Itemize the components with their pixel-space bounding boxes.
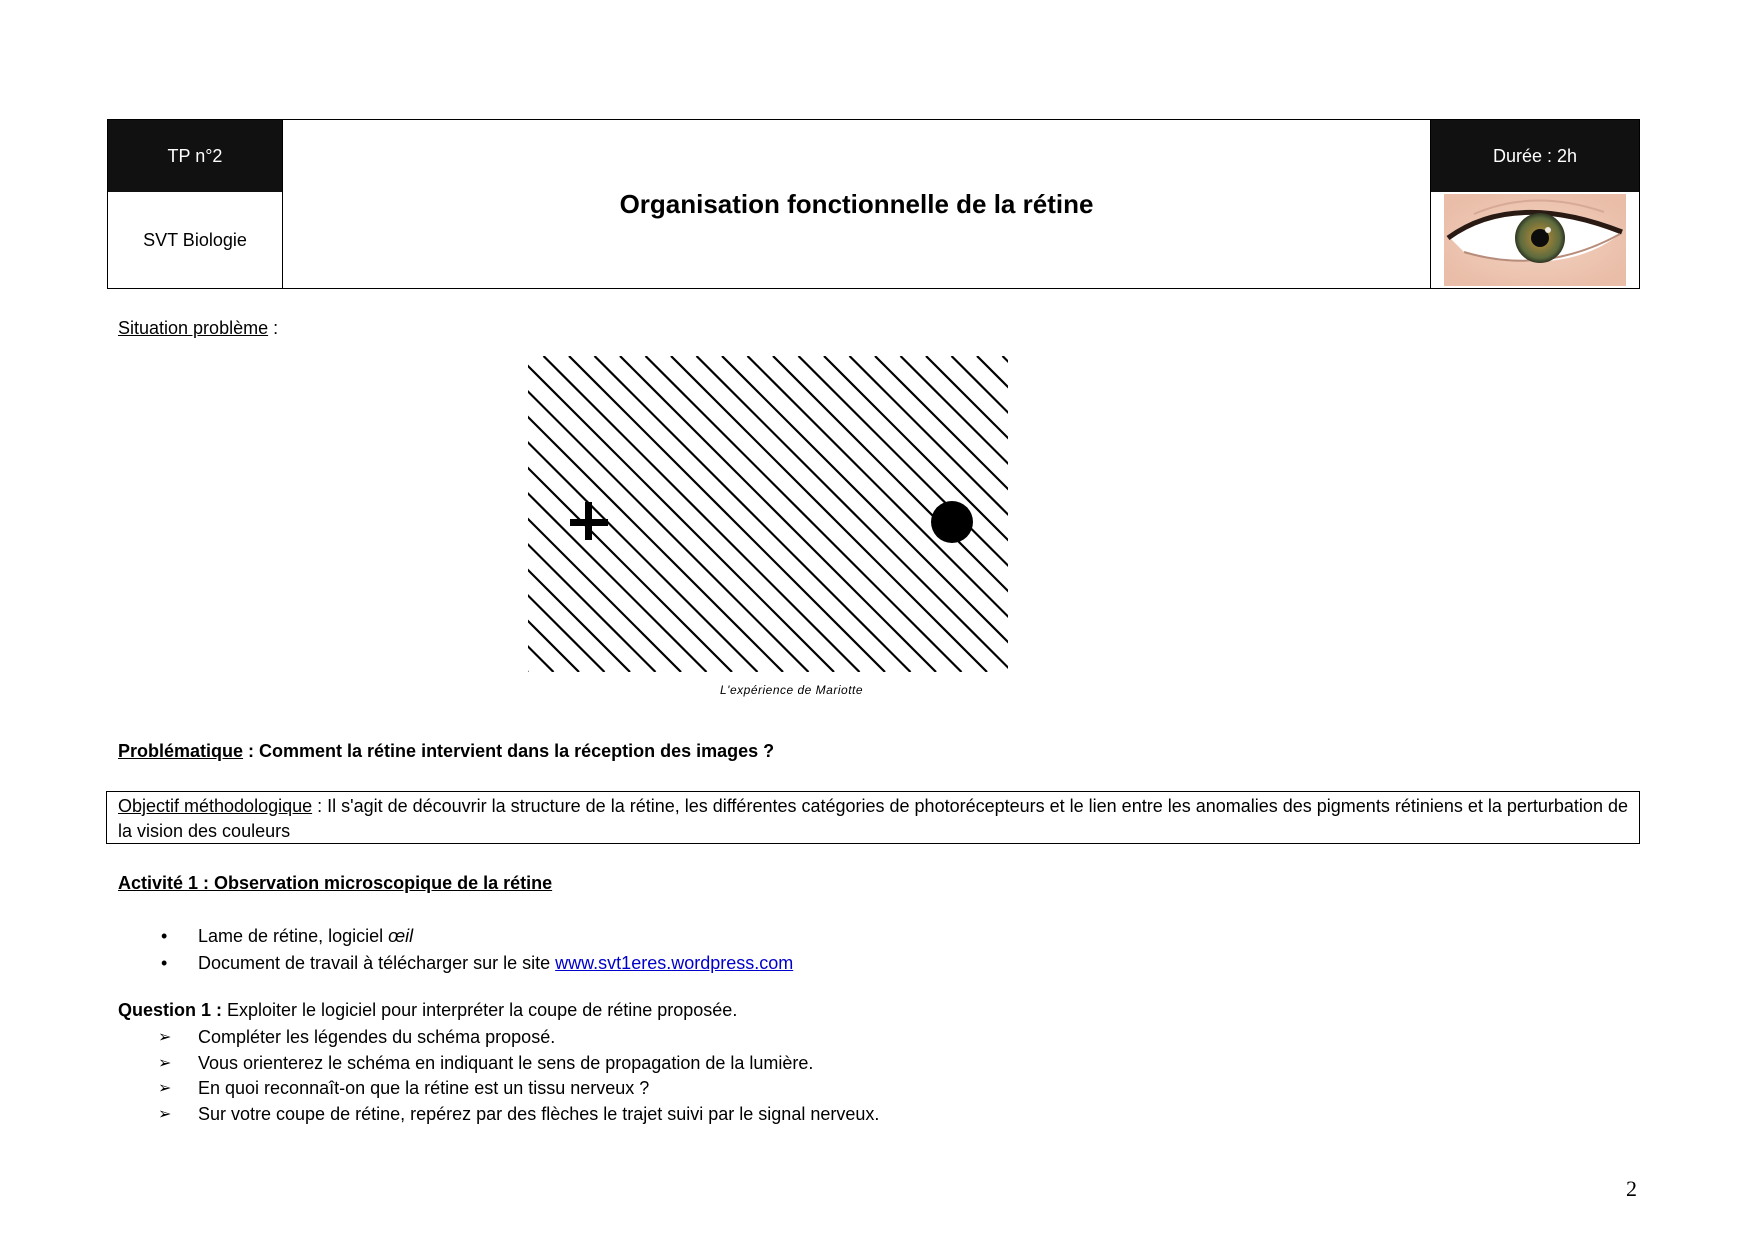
list-item	[110, 1076, 879, 1102]
question1	[118, 999, 737, 1021]
list-item	[110, 1102, 879, 1128]
duration-label: Durée : 2h	[1431, 120, 1639, 192]
eye-icon	[1444, 194, 1626, 286]
website-link[interactable]: www.svt1eres.wordpress.com	[555, 953, 794, 973]
hatch-line	[620, 356, 936, 672]
list-item	[110, 1025, 879, 1051]
item-text: Compléter les légendes du schéma proposé.	[198, 1027, 556, 1047]
bullet-icon: •	[161, 953, 168, 973]
activite1-title: Activité 1 : Observation microscopique de la rétine	[118, 873, 553, 893]
item-text: Lame de rétine, logiciel	[198, 926, 389, 946]
arrow-bullet-icon: ➢	[158, 1029, 172, 1046]
item-italic: œil	[388, 926, 414, 946]
page-title: Organisation fonctionnelle de la rétine	[283, 120, 1431, 288]
hatch-line	[528, 356, 630, 672]
page-number: 2	[1626, 1176, 1637, 1201]
objectif-label: Objectif méthodologique	[118, 796, 313, 816]
list-item	[110, 923, 793, 950]
list-item	[110, 950, 793, 977]
list-item	[110, 1051, 879, 1077]
plus-icon	[570, 502, 608, 540]
hatch-line	[824, 356, 1008, 672]
question1-label: Question 1 :	[118, 1000, 223, 1020]
item-text: Sur votre coupe de rétine, repérez par des flèches le trajet suivi par le signal nerveux.	[198, 1103, 880, 1124]
situation-suffix: :	[268, 318, 279, 338]
question1-list	[110, 1025, 879, 1127]
question1-text: Exploiter le logiciel pour interpréter la coupe de rétine proposée.	[222, 1000, 738, 1020]
hatch-line	[595, 356, 911, 672]
situation-heading	[118, 317, 278, 339]
problematique-text: : Comment la rétine intervient dans la réception des images ?	[243, 741, 775, 761]
situation-label: Situation problème	[118, 318, 269, 338]
problematique	[118, 740, 774, 762]
hatch-line	[569, 356, 885, 672]
problematique-label: Problématique	[118, 741, 244, 761]
black-dot-icon	[931, 501, 973, 543]
eye-photo	[1431, 192, 1639, 288]
tp-number: TP n°2	[108, 120, 283, 192]
item-text: En quoi reconnaît-on que la rétine est un tissu nerveux ?	[198, 1078, 650, 1098]
subject-label: SVT Biologie	[108, 192, 283, 289]
item-text: Document de travail à télécharger sur le site	[198, 953, 556, 973]
arrow-bullet-icon: ➢	[158, 1080, 172, 1097]
objectif-text: : Il s'agit de découvrir la structure de la rétine, les différentes catégories de photorécepteurs et le lien entre les anomalies des pigments rétiniens et la perturbation de la vision des couleurs	[118, 796, 1628, 841]
hatch-line	[528, 356, 579, 672]
figure-caption: L'expérience de Mariotte	[720, 683, 864, 697]
mariotte-figure	[528, 356, 1008, 672]
hatch-line	[646, 356, 962, 672]
header-table	[107, 119, 1640, 289]
arrow-bullet-icon: ➢	[158, 1054, 172, 1072]
arrow-bullet-icon: ➢	[158, 1105, 172, 1123]
hatch-line	[850, 356, 1009, 672]
item-text: Vous orienterez le schéma en indiquant le sens de propagation de la lumière.	[198, 1052, 814, 1073]
bullet-icon: •	[161, 926, 168, 946]
activite1-list	[110, 923, 793, 977]
objectif-box	[106, 791, 1640, 844]
